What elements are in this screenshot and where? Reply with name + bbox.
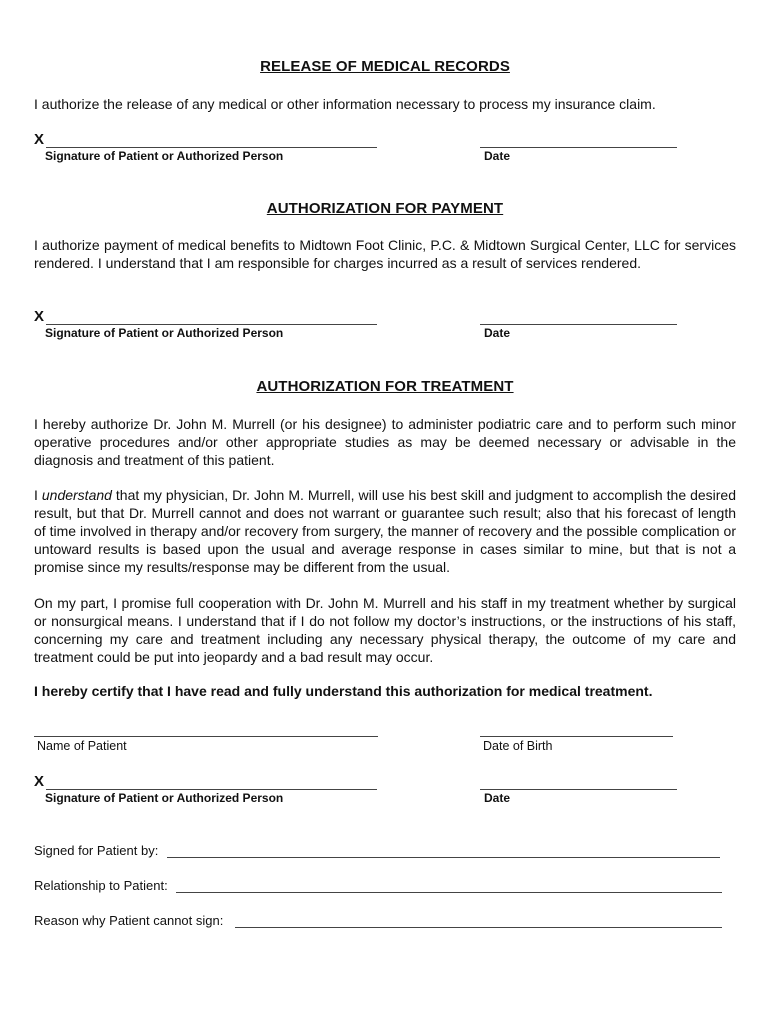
- treatment-para-3: On my part, I promise full cooperation with Dr. John M. Murrell and his staff in my treatment whether by surgical or nonsurgical means. I understand that if I do not follow my doctor’s instructions, or the instructions of his staff, concerning my care and treatment including any necessary physical therapy, the outcome of my care and treatment could be put into jeopardy and a bad result may occur.: [34, 595, 736, 665]
- patient-name-caption: Name of Patient: [37, 739, 127, 753]
- release-title: RELEASE OF MEDICAL RECORDS: [260, 58, 510, 75]
- payment-x-mark: X: [34, 308, 45, 325]
- release-x-mark: X: [34, 131, 45, 148]
- relationship-label: Relationship to Patient:: [34, 878, 168, 893]
- treatment-certify-statement: I hereby certify that I have read and fully understand this authorization for medical treatment.: [34, 683, 653, 699]
- payment-text: I authorize payment of medical benefits to Midtown Foot Clinic, P.C. & Midtown Surgical Center, LLC for services rendered. I understand that I am responsible for charges incurred as a result of services rendered.: [34, 237, 736, 271]
- reason-cannot-sign-line[interactable]: [235, 927, 722, 928]
- treatment-para-2-rest: that my physician, Dr. John M. Murrell, will use his best skill and judgment to accomplish the desired result, but that Dr. Murrell cannot and does not warrant or guarantee such result; also that his forecast of length of time involved in therapy and/or recovery from surgery, the manner of recovery and the possible complication or untoward results is based upon the usual and average response in cases similar to mine, but that is not a promise since my results/response may be different from the usual.: [34, 487, 736, 575]
- treatment-title: AUTHORIZATION FOR TREATMENT: [256, 378, 514, 395]
- treatment-date-line[interactable]: [480, 789, 677, 790]
- treatment-signature-line[interactable]: [46, 789, 377, 790]
- treatment-date-caption: Date: [484, 791, 511, 805]
- date-of-birth-caption: Date of Birth: [483, 739, 553, 753]
- payment-date-caption: Date: [484, 326, 511, 340]
- treatment-signature-caption: Signature of Patient or Authorized Person: [45, 791, 284, 805]
- payment-title: AUTHORIZATION FOR PAYMENT: [266, 200, 504, 217]
- release-signature-line[interactable]: [46, 147, 377, 148]
- patient-name-line[interactable]: [34, 736, 378, 737]
- treatment-para-2-emphasis: understand: [41, 487, 112, 503]
- release-text: I authorize the release of any medical or other information necessary to process my insurance claim.: [34, 96, 656, 112]
- treatment-para-2: [34, 486, 736, 576]
- release-signature-caption: Signature of Patient or Authorized Person: [45, 149, 284, 163]
- treatment-x-mark: X: [34, 773, 45, 790]
- treatment-para-1: I hereby authorize Dr. John M. Murrell (or his designee) to administer podiatric care and to perform such minor operative procedures and/or other appropriate studies as may be deemed necessary or advisable in the diagnosis and treatment of this patient.: [34, 416, 736, 468]
- release-date-line[interactable]: [480, 147, 677, 148]
- signed-for-patient-label: Signed for Patient by:: [34, 843, 159, 858]
- payment-date-line[interactable]: [480, 324, 677, 325]
- date-of-birth-line[interactable]: [480, 736, 673, 737]
- relationship-line[interactable]: [176, 892, 722, 893]
- payment-signature-line[interactable]: [46, 324, 377, 325]
- reason-cannot-sign-label: Reason why Patient cannot sign:: [34, 913, 224, 928]
- release-date-caption: Date: [484, 149, 511, 163]
- treatment-para-2-prefix: I: [34, 487, 42, 503]
- payment-signature-caption: Signature of Patient or Authorized Person: [45, 326, 284, 340]
- signed-for-patient-line[interactable]: [167, 857, 720, 858]
